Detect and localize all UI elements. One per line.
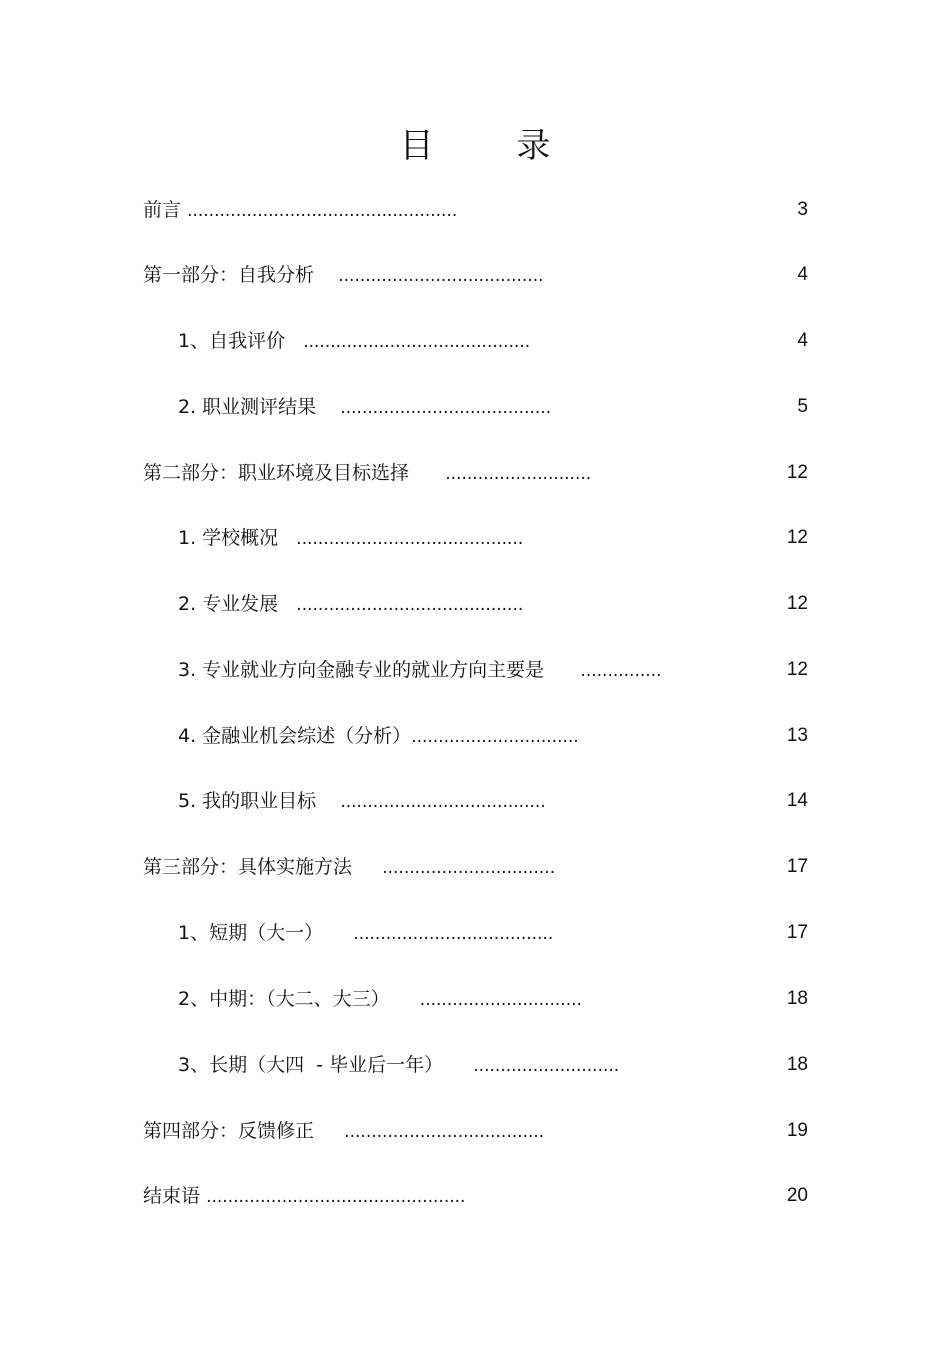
toc-entry-label: 1. 学校概况	[178, 527, 279, 549]
toc-page-number: 19	[786, 1120, 808, 1141]
toc-entry-label: 2. 专业发展	[178, 593, 279, 615]
toc-page-number: 5	[797, 396, 808, 417]
toc-entry-text	[178, 393, 551, 422]
toc-entry-text	[178, 524, 523, 553]
toc-page-number: 12	[786, 527, 808, 548]
toc-entry[interactable]	[0, 919, 950, 947]
toc-entry-text	[178, 327, 530, 356]
toc-entry-label: 1、自我评价	[178, 330, 286, 352]
toc-entry[interactable]	[0, 1117, 950, 1145]
toc-entry[interactable]	[0, 1051, 950, 1079]
toc-leader-dots: .....................................	[353, 924, 554, 944]
toc-page-number: 12	[786, 659, 808, 680]
toc-entry-text	[143, 1117, 544, 1146]
toc-page-number: 17	[786, 922, 808, 943]
toc-entry-label: 5. 我的职业目标	[178, 790, 317, 812]
toc-entry-text	[143, 196, 457, 225]
toc-leader-dots: ................................................	[206, 1187, 466, 1207]
toc-entry-label: 2、中期：（大二、大三）	[178, 988, 390, 1010]
toc-entry[interactable]	[0, 327, 950, 355]
toc-leader-dots: ...............................	[411, 727, 579, 747]
toc-leader-dots: ...........................	[445, 464, 592, 484]
toc-entry[interactable]	[0, 393, 950, 421]
toc-entry-label: 第二部分：职业环境及目标选择	[143, 462, 410, 484]
toc-entry-text	[178, 656, 661, 685]
toc-entry[interactable]	[0, 1182, 950, 1210]
toc-page-number: 4	[797, 330, 808, 351]
toc-page-number: 12	[786, 593, 808, 614]
toc-entry[interactable]	[0, 524, 950, 552]
toc-entry-label: 前言	[143, 199, 182, 221]
toc-leader-dots: .....................................	[344, 1122, 545, 1142]
toc-entry-text	[178, 787, 546, 816]
toc-entry-text	[143, 853, 555, 882]
toc-entry[interactable]	[0, 261, 950, 289]
toc-leader-dots: ..........................................	[303, 332, 531, 352]
toc-entry[interactable]	[0, 656, 950, 684]
toc-page-number: 18	[786, 988, 808, 1009]
toc-entry-label: 第三部分：具体实施方法	[143, 856, 353, 878]
toc-entry[interactable]	[0, 196, 950, 224]
toc-page-number: 13	[786, 725, 808, 746]
toc-entry[interactable]	[0, 722, 950, 750]
toc-entry-label: 1、短期（大一）	[178, 922, 324, 944]
toc-leader-dots: ..................................................	[187, 201, 458, 221]
toc-leader-dots: ..............................	[419, 990, 582, 1010]
toc-entry-label: 3. 专业就业方向金融专业的就业方向主要是	[178, 659, 545, 681]
toc-page-number: 20	[786, 1185, 808, 1206]
toc-entry-text	[178, 1051, 619, 1080]
toc-entry[interactable]	[0, 853, 950, 881]
toc-leader-dots: .......................................	[340, 398, 552, 418]
toc-leader-dots: ......................................	[340, 792, 546, 812]
toc-page-number: 18	[786, 1054, 808, 1075]
toc-entry-text	[143, 261, 544, 290]
toc-entry-label: 结束语	[143, 1185, 201, 1207]
toc-page-number: 3	[797, 199, 808, 220]
toc-entry-label: 3、长期（大四 - 毕业后一年）	[178, 1054, 444, 1076]
toc-entry-label: 第四部分：反馈修正	[143, 1120, 315, 1142]
toc-title: 目 录	[399, 126, 587, 166]
toc-leader-dots: ..........................................	[296, 595, 524, 615]
toc-entry-text	[178, 919, 553, 948]
toc-entry[interactable]	[0, 590, 950, 618]
toc-page-number: 4	[797, 264, 808, 285]
toc-leader-dots: ...............	[580, 661, 662, 681]
toc-entry-label: 第一部分：自我分析	[143, 264, 315, 286]
toc-entry-text	[178, 985, 582, 1014]
toc-entry-text	[178, 590, 523, 619]
toc-leader-dots: ...........................	[473, 1056, 620, 1076]
toc-entry-label: 4. 金融业机会综述（分析）	[178, 725, 412, 747]
toc-entry[interactable]	[0, 459, 950, 487]
toc-entry[interactable]	[0, 985, 950, 1013]
toc-page-number: 17	[786, 856, 808, 877]
toc-entry-text	[143, 459, 591, 488]
toc-entry-text	[178, 722, 579, 751]
toc-entry[interactable]	[0, 787, 950, 815]
toc-entry-label: 2. 职业测评结果	[178, 396, 317, 418]
toc-entry-text	[143, 1182, 465, 1211]
toc-leader-dots: ......................................	[338, 266, 544, 286]
toc-leader-dots: ................................	[382, 858, 556, 878]
toc-leader-dots: ..........................................	[296, 529, 524, 549]
toc-page-number: 12	[786, 462, 808, 483]
toc-page-number: 14	[786, 790, 808, 811]
